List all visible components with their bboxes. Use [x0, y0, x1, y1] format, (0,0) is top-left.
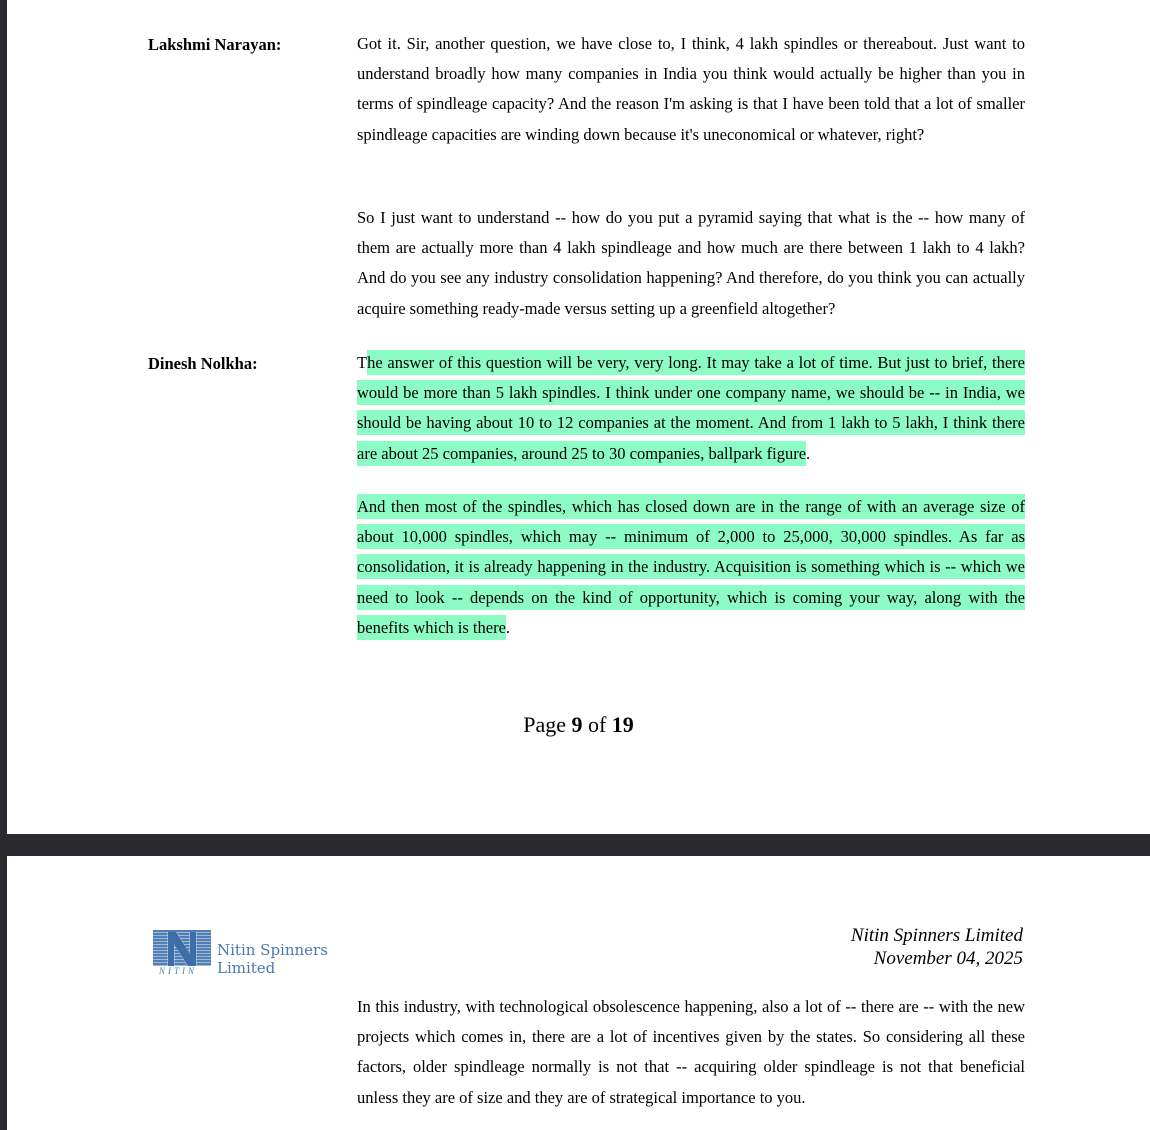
page-word: Page [523, 712, 566, 737]
logo-company-name: Nitin Spinners Limited [217, 941, 328, 977]
transcript-paragraph-highlighted [357, 492, 1025, 643]
current-page: 9 [571, 712, 583, 737]
header-company: Nitin Spinners Limited [850, 925, 1023, 946]
highlighted-text[interactable]: And then most of the spindles, which has closed down are in the range of with an average size of about 10,000 spindles, which may -- minimum of 2,000 to 25,000, 30,000 spindles. As far as consolidation, it is already happening in the industry. Acquisition is something which is -- which we need to look -- depends on the kind of opportunity, which is coming your way, along with the benefits which is there [357, 494, 1025, 640]
paragraph-tail-text: . [806, 443, 811, 463]
speaker-name: Dinesh Nolkha: [148, 354, 258, 373]
nitin-logo-icon [153, 930, 211, 966]
page-header [851, 924, 1023, 970]
transcript-paragraph-highlighted [357, 348, 1025, 469]
transcript-paragraph: So I just want to understand -- how do you put a pyramid saying that what is the -- how many of them are actually more than 4 lakh spindleage and how much are there between 1 lakh to 4 lakh? And do you see any industry consolidation happening? And therefore, do you think you can actually acquire something ready-made versus setting up a greenfield altogether? [357, 208, 1025, 318]
total-pages: 19 [611, 712, 634, 737]
highlighted-text[interactable]: he answer of this question will be very, very long. It may take a lot of time. But just to brief, there would be more than 5 lakh spindles. I think under one company name, we should be -- in India, we should be having about 10 to 12 companies at the moment. And from 1 lakh to 5 lakh, I think there are about 25 companies, around 25 to 30 companies, ballpark figure [357, 350, 1025, 466]
document-page-9 [7, 0, 1150, 834]
document-page-10 [7, 856, 1150, 1130]
header-date: November 04, 2025 [873, 948, 1023, 969]
company-logo [153, 928, 383, 978]
logo-subtext: NITIN [159, 966, 198, 976]
transcript-paragraph: Got it. Sir, another question, we have close to, I think, 4 lakh spindles or thereabout. Just want to understand broadly how many companies in India you think would actually be higher than you in terms of spindleage capacity? And the reason I'm asking is that I have been told that a lot of smaller spindleage capacities are winding down because it's uneconomical or whatever, right? [357, 34, 1025, 144]
page-number [7, 712, 1150, 738]
paragraph-tail-text: . [505, 617, 511, 637]
of-word: of [587, 712, 607, 737]
speaker-name: Lakshmi Narayan: [148, 35, 282, 54]
paragraph-lead-text: T [357, 353, 368, 372]
transcript-paragraph: In this industry, with technological obsolescence happening, also a lot of -- there are -- with the new projects which comes in, there are a lot of incentives given by the states. So considering all these factors, older spindleage normally is not that -- acquiring older spindleage is not that beneficial unless they are of size and they are of strategical importance to you. [357, 997, 1025, 1107]
